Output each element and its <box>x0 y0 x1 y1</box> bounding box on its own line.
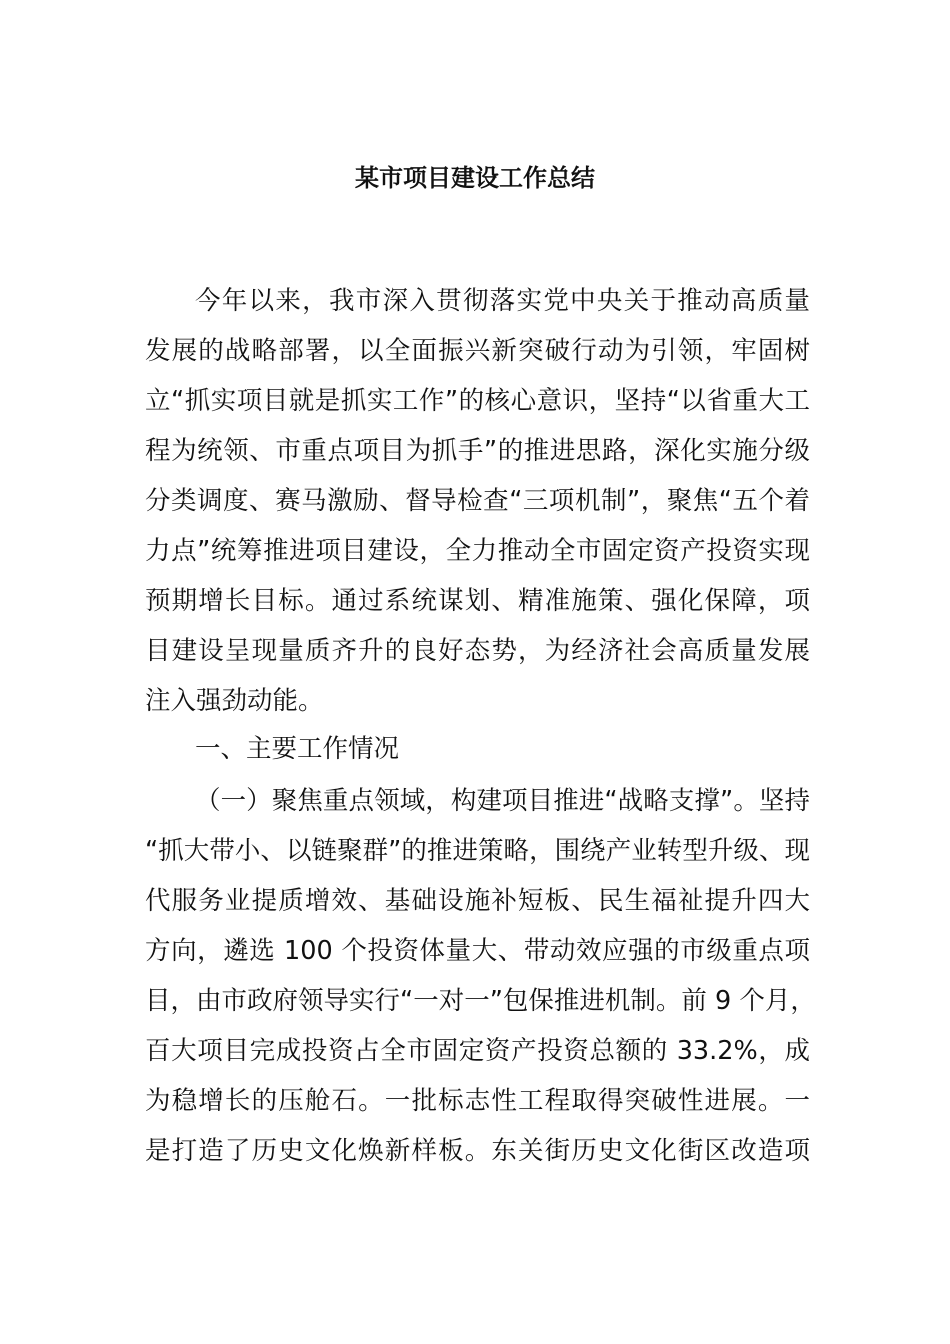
paragraph-line: 代服务业提质增效、基础设施补短板、民生福祉提升四大 <box>145 886 810 916</box>
paragraph-line: 目建设呈现量质齐升的良好态势，为经济社会高质量发展 <box>145 636 810 666</box>
paragraph-line: 程为统领、市重点项目为抓手”的推进思路，深化实施分级 <box>145 436 810 466</box>
paragraph-line: 百大项目完成投资占全市固定资产投资总额的 33.2%，成 <box>145 1036 810 1066</box>
section-heading: 一、主要工作情况 <box>195 734 400 764</box>
paragraph-line: 立“抓实项目就是抓实工作”的核心意识，坚持“以省重大工 <box>145 386 810 416</box>
paragraph-line: 目，由市政府领导实行“一对一”包保推进机制。前 9 个月， <box>145 986 816 1016</box>
paragraph-line: （一）聚焦重点领域，构建项目推进“战略支撑”。坚持 <box>195 786 810 816</box>
paragraph-line: 方向，遴选 100 个投资体量大、带动效应强的市级重点项 <box>145 936 810 966</box>
paragraph-line: 为稳增长的压舱石。一批标志性工程取得突破性进展。一 <box>145 1086 810 1116</box>
paragraph-line: 发展的战略部署，以全面振兴新突破行动为引领，牢固树 <box>145 336 810 366</box>
paragraph-line: 注入强劲动能。 <box>145 686 324 716</box>
paragraph-line: 预期增长目标。通过系统谋划、精准施策、强化保障，项 <box>145 586 810 616</box>
paragraph-line: 力点”统筹推进项目建设，全力推动全市固定资产投资实现 <box>145 536 810 566</box>
paragraph-line: “抓大带小、以链聚群”的推进策略，围绕产业转型升级、现 <box>145 836 810 866</box>
paragraph-line: 分类调度、赛马激励、督导检查“三项机制”，聚焦“五个着 <box>145 486 810 516</box>
document-title: 某市项目建设工作总结 <box>355 164 595 192</box>
paragraph-line: 是打造了历史文化焕新样板。东关街历史文化街区改造项 <box>145 1136 810 1166</box>
paragraph-line: 今年以来，我市深入贯彻落实党中央关于推动高质量 <box>195 286 810 316</box>
